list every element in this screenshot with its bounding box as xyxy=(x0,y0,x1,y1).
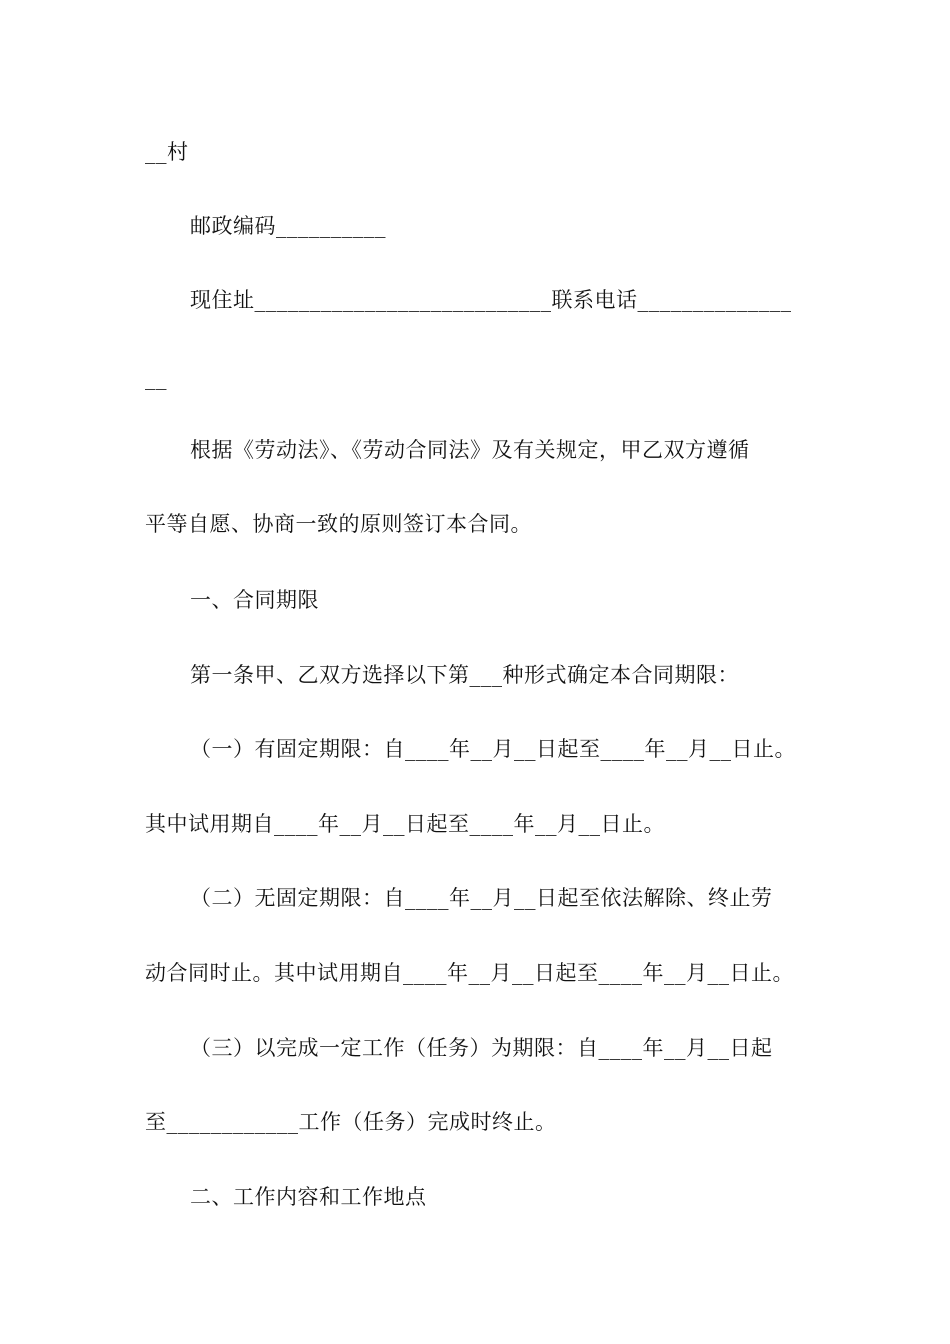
current-address-phone-line: 现住址___________________________联系电话______________ xyxy=(190,288,792,312)
open-term-line-1: （二）无固定期限：自____年__月__日起至依法解除、终止劳 xyxy=(190,886,773,910)
preamble-paragraph-line-1: 根据《劳动法》、《劳动合同法》及有关规定，甲乙双方遵循 xyxy=(190,438,750,462)
postal-code-line: 邮政编码__________ xyxy=(190,214,386,238)
task-term-line-1: （三）以完成一定工作（任务）为期限：自____年__月__日起 xyxy=(190,1036,773,1060)
open-term-line-2: 动合同时止。其中试用期自____年__月__日起至____年__月__日止。 xyxy=(145,961,794,985)
fixed-term-line-1: （一）有固定期限：自____年__月__日起至____年__月__日止。 xyxy=(190,737,796,761)
address-village-line: __村 xyxy=(145,140,189,164)
preamble-paragraph-line-2: 平等自愿、协商一致的原则签订本合同。 xyxy=(145,512,532,536)
section-heading-work-content: 二、工作内容和工作地点 xyxy=(190,1185,427,1209)
section-heading-contract-term: 一、合同期限 xyxy=(190,588,319,612)
task-term-line-2: 至____________工作（任务）完成时终止。 xyxy=(145,1110,557,1134)
article-one-line: 第一条甲、乙双方选择以下第___种形式确定本合同期限： xyxy=(190,663,739,687)
fixed-term-line-2: 其中试用期自____年__月__日起至____年__月__日止。 xyxy=(145,812,665,836)
phone-continuation-line: __ xyxy=(145,366,167,390)
